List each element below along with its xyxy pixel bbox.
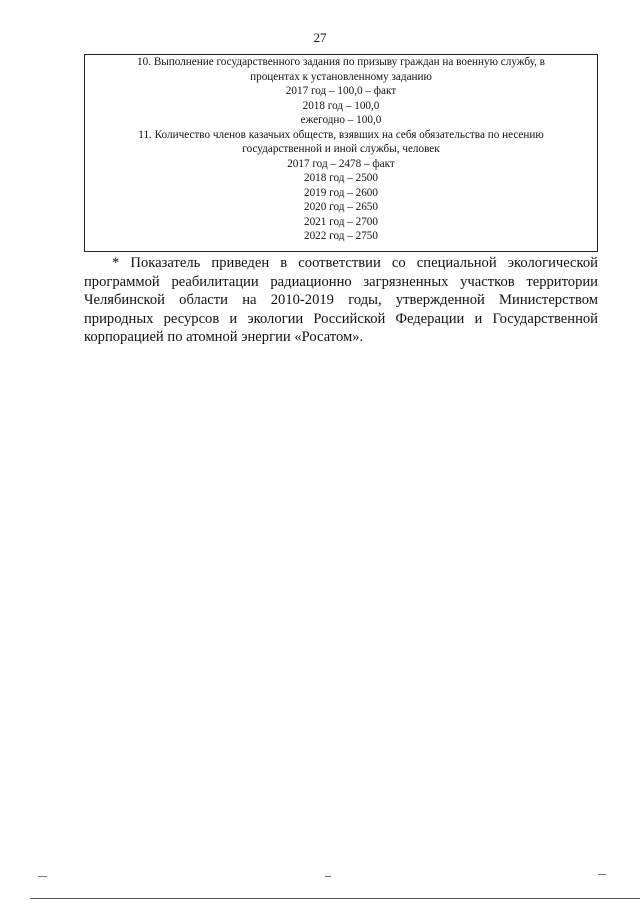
item-11-value: 2019 год – 2600 bbox=[303, 186, 378, 199]
footnote-line: * Показатель приведен в соответствии со специальной экологической bbox=[112, 255, 598, 271]
indicators-table bbox=[84, 54, 598, 252]
footnote-line: корпорацией по атомной энергии «Росатом». bbox=[84, 329, 364, 345]
item-11-value: 2020 год – 2650 bbox=[303, 201, 378, 213]
footnote-line: программой реабилитации радиационно загрязненных участков территории bbox=[84, 273, 598, 290]
footnote bbox=[84, 254, 598, 347]
bottom-edge-line bbox=[30, 898, 640, 899]
item-11-value: 2017 год – 2478 – факт bbox=[287, 157, 395, 170]
item-10-value: 2018 год – 100,0 bbox=[302, 99, 380, 112]
item-10-value: 2017 год – 100,0 – факт bbox=[285, 85, 397, 97]
item-10-value: ежегодно – 100,0 bbox=[300, 114, 382, 126]
item-11-value: 2022 год – 2750 bbox=[303, 230, 378, 242]
scan-speck bbox=[598, 874, 606, 875]
item-10-title-line-2: процентах к установленному заданию bbox=[250, 70, 432, 83]
footnote-line: Челябинской области на 2010-2019 годы, утвержденной Министерством bbox=[84, 292, 598, 308]
page-number: 27 bbox=[313, 30, 327, 45]
item-11-title-line-2: государственной и иной службы, человек bbox=[242, 143, 440, 155]
item-11-value: 2018 год – 2500 bbox=[303, 172, 378, 184]
scan-speck bbox=[325, 876, 331, 877]
footnote-line: природных ресурсов и экологии Российской Федерации и Государственной bbox=[84, 310, 598, 327]
item-11-value: 2021 год – 2700 bbox=[303, 215, 378, 228]
item-11-title-line-1: 11. Количество членов казачьих обществ, взявших на себя обязательства по несению bbox=[138, 128, 544, 141]
scan-speck bbox=[38, 876, 47, 877]
item-10-title-line-1: 10. Выполнение государственного задания по призыву граждан на военную службу, в bbox=[137, 56, 545, 68]
